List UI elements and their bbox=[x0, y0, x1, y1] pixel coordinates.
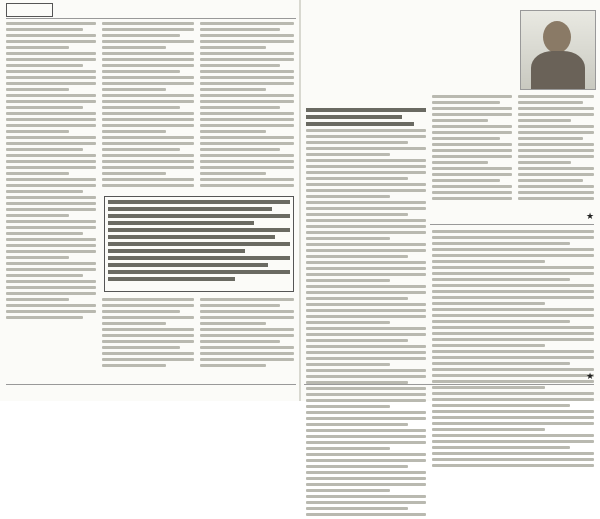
pull-quote-box bbox=[104, 196, 294, 292]
sub-article-rule bbox=[430, 224, 594, 225]
right-column-2 bbox=[432, 95, 512, 203]
left-column-3 bbox=[200, 22, 294, 190]
left-top-rule bbox=[6, 18, 296, 19]
left-column-1 bbox=[6, 22, 96, 322]
left-running-head bbox=[6, 3, 53, 17]
section-end-star-icon: ★ bbox=[586, 212, 595, 222]
left-column-2-lower bbox=[102, 298, 194, 370]
right-column-3 bbox=[518, 95, 594, 203]
article-end-star-icon: ★ bbox=[586, 372, 595, 382]
sub-article-body bbox=[432, 230, 594, 470]
author-portrait bbox=[520, 10, 596, 90]
page-fold bbox=[299, 0, 301, 401]
right-bottom-rule bbox=[304, 384, 594, 385]
article-title bbox=[308, 15, 512, 89]
left-column-2 bbox=[102, 22, 194, 190]
right-column-1 bbox=[306, 108, 426, 519]
left-bottom-rule bbox=[6, 384, 296, 385]
left-column-3-lower bbox=[200, 298, 294, 370]
